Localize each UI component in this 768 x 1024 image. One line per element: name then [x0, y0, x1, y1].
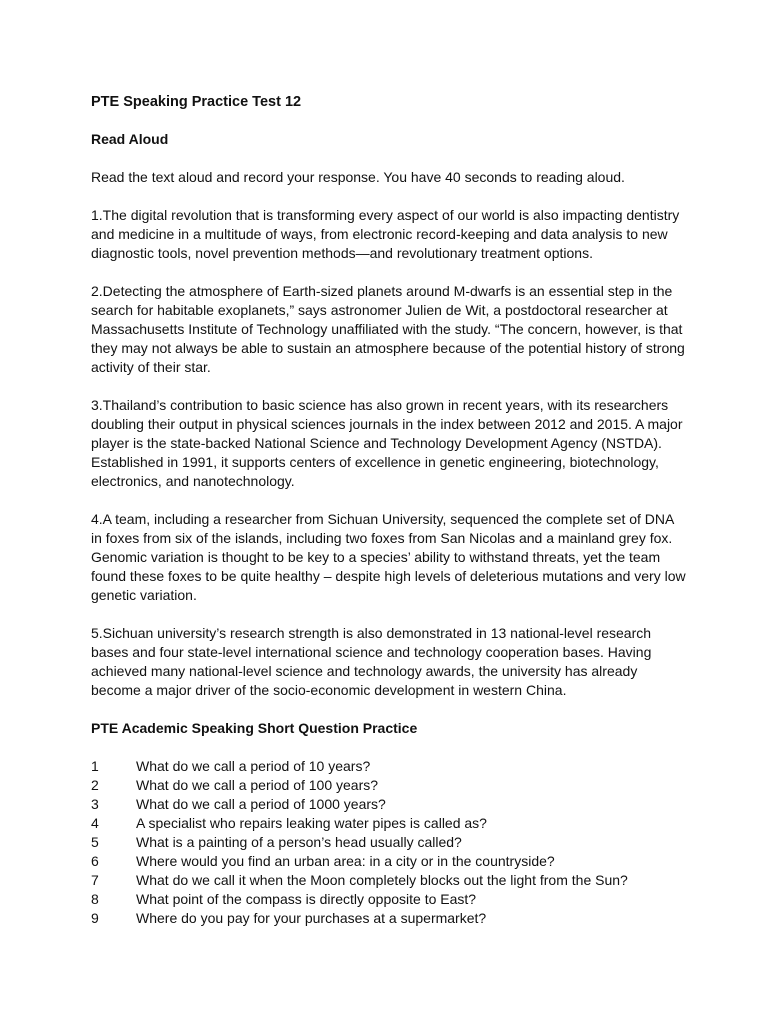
question-text: Where would you find an urban area: in a city or in the countryside? [136, 853, 555, 869]
question-number: 1 [91, 758, 99, 774]
question-row [91, 909, 688, 928]
read-aloud-passages [91, 206, 688, 700]
question-text: What do we call a period of 1000 years? [136, 796, 386, 812]
read-aloud-heading: Read Aloud [91, 131, 169, 147]
question-row [91, 814, 688, 833]
question-row [91, 890, 688, 909]
question-row [91, 852, 688, 871]
question-number: 4 [91, 815, 99, 831]
question-text: What do we call it when the Moon completely blocks out the light from the Sun? [136, 872, 628, 888]
question-text: A specialist who repairs leaking water pipes is called as? [136, 815, 487, 831]
question-text: What do we call a period of 10 years? [136, 758, 371, 774]
short-question-heading: PTE Academic Speaking Short Question Practice [91, 720, 418, 736]
question-row [91, 757, 688, 776]
passage-4: 4.A team, including a researcher from Sichuan University, sequenced the complete set of DNA in foxes from six of the islands, including two foxes from San Nicolas and a mainland grey fox. Genomic variation is thought to be key to a species’ ability to withstand threats, yet the team found these foxes to be quite healthy – despite high levels of deleterious mutations and very low genetic variation. [91, 511, 686, 603]
question-row [91, 871, 688, 890]
question-number: 2 [91, 777, 99, 793]
question-text: What is a painting of a person’s head usually called? [136, 834, 462, 850]
question-number: 9 [91, 910, 99, 926]
question-number: 7 [91, 872, 99, 888]
question-row [91, 776, 688, 795]
question-number: 5 [91, 834, 99, 850]
question-number: 3 [91, 796, 99, 812]
passage-5: 5.Sichuan university’s research strength is also demonstrated in 13 national-level research bases and four state-level international science and technology cooperation bases. Having achieved many national-level science and technology awards, the university has already become a major driver of the socio-economic development in western China. [91, 625, 652, 698]
question-number: 6 [91, 853, 99, 869]
question-row [91, 795, 688, 814]
question-row [91, 833, 688, 852]
read-aloud-instruction: Read the text aloud and record your response. You have 40 seconds to reading aloud. [91, 169, 625, 185]
question-number: 8 [91, 891, 99, 907]
question-text: Where do you pay for your purchases at a supermarket? [136, 910, 487, 926]
passage-1: 1.The digital revolution that is transforming every aspect of our world is also impacting dentistry and medicine in a multitude of ways, from electronic record-keeping and data analysis to new diagnostic tools, novel prevention methods—and revolutionary treatment options. [91, 207, 680, 261]
passage-2: 2.Detecting the atmosphere of Earth-sized planets around M-dwarfs is an essential step in the search for habitable exoplanets,” says astronomer Julien de Wit, a postdoctoral researcher at Massachusetts Institute of Technology unaffiliated with the study. “The concern, however, is that they may not always be able to sustain an atmosphere because of the potential history of strong activity of their star. [91, 283, 685, 375]
question-text: What point of the compass is directly opposite to East? [136, 891, 477, 907]
short-question-list [91, 757, 688, 928]
document-title: PTE Speaking Practice Test 12 [91, 94, 302, 110]
passage-3: 3.Thailand’s contribution to basic science has also grown in recent years, with its researchers doubling their output in physical sciences journals in the index between 2012 and 2015. A major player is the state-backed National Science and Technology Development Agency (NSTDA). Established in 1991, it supports centers of excellence in genetic engineering, biotechnology, electronics, and nanotechnology. [91, 397, 683, 489]
question-text: What do we call a period of 100 years? [136, 777, 379, 793]
